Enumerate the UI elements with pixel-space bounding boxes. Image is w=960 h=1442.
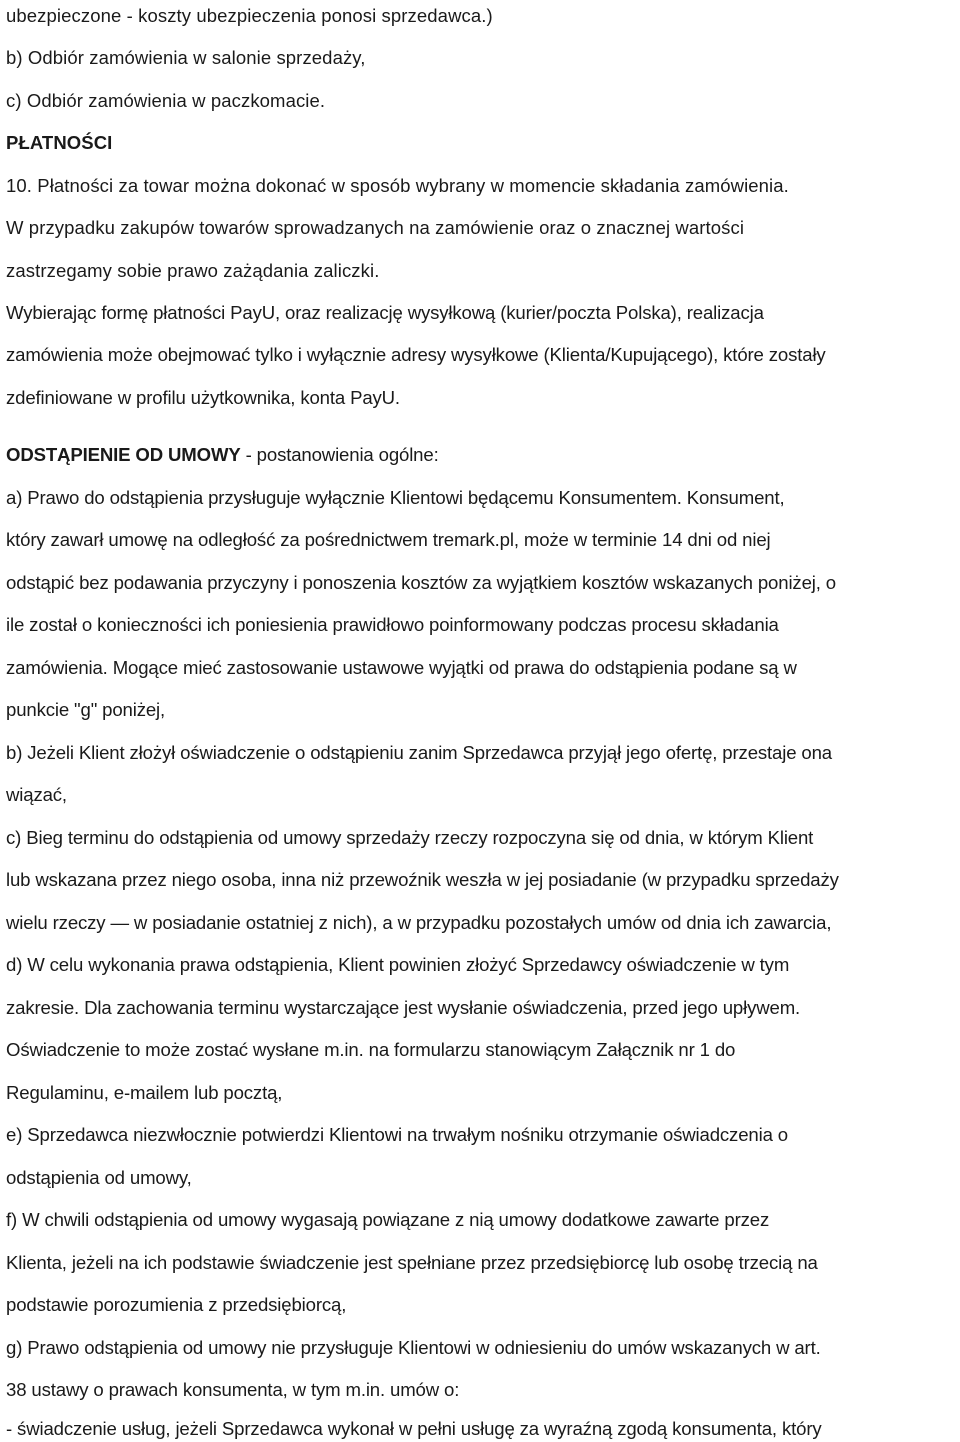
text-line: podstawie porozumienia z przedsiębiorcą, [6,1294,347,1315]
text-line: f) W chwili odstąpienia od umowy wygasają powiązane z nią umowy dodatkowe zawarte przez [6,1209,770,1230]
text-line: 38 ustawy o prawach konsumenta, w tym m.in. umów o: [6,1379,460,1400]
text-line: - świadczenie usług, jeżeli Sprzedawca wykonał w pełni usługę za wyraźną zgodą konsumenta, który [6,1418,822,1439]
withdrawal-heading-line [6,443,439,467]
text-line: wiązać, [6,784,67,805]
text-line: Regulaminu, e-mailem lub pocztą, [6,1082,283,1103]
text-line: zdefiniowane w profilu użytkownika, konta PayU. [6,387,400,408]
text-line: b) Odbiór zamówienia w salonie sprzedaży, [6,47,366,68]
text-line: punkcie "g" poniżej, [6,699,166,720]
text-line: odstąpienia od umowy, [6,1167,192,1188]
text-line: Klienta, jeżeli na ich podstawie świadczenie jest spełniane przez przedsiębiorcę lub osobę trzecią na [6,1252,818,1273]
text-line: który zawarł umowę na odległość za pośrednictwem tremark.pl, może w terminie 14 dni od niej [6,529,771,550]
text-line: g) Prawo odstąpienia od umowy nie przysługuje Klientowi w odniesieniu do umów wskazanych w art. [6,1337,821,1358]
section-heading-withdrawal: ODSTĄPIENIE OD UMOWY [6,444,241,465]
text-line: b) Jeżeli Klient złożył oświadczenie o odstąpieniu zanim Sprzedawca przyjął jego ofertę, przestaje ona [6,742,832,763]
text-line: zastrzegamy sobie prawo zażądania zaliczki. [6,260,380,281]
text-line: a) Prawo do odstąpienia przysługuje wyłącznie Klientowi będącemu Konsumentem. Konsument, [6,487,785,508]
text-line: zamówienia może obejmować tylko i wyłącznie adresy wysyłkowe (Klienta/Kupującego), które zostały [6,344,826,365]
text-line: c) Bieg terminu do odstąpienia od umowy sprzedaży rzeczy rozpoczyna się od dnia, w którym Klient [6,827,814,848]
text-line: Wybierając formę płatności PayU, oraz realizację wysyłkową (kurier/poczta Polska), realizacja [6,302,764,323]
text-line: e) Sprzedawca niezwłocznie potwierdzi Klientowi na trwałym nośniku otrzymanie oświadczenia o [6,1124,788,1145]
text-line: zamówienia. Mogące mieć zastosowanie ustawowe wyjątki od prawa do odstąpienia podane są w [6,657,797,678]
text-line: lub wskazana przez niego osoba, inna niż przewoźnik weszła w jej posiadanie (w przypadku sprzedaży [6,869,839,890]
section-heading-payments: PŁATNOŚCI [6,132,113,153]
text-line: wielu rzeczy — w posiadanie ostatniej z nich), a w przypadku pozostałych umów od dnia ich zawarcia, [6,912,832,933]
text-line: ubezpieczone - koszty ubezpieczenia ponosi sprzedawca.) [6,5,493,26]
text-line: d) W celu wykonania prawa odstąpienia, Klient powinien złożyć Sprzedawcy oświadczenie w tym [6,954,790,975]
text-line: 10. Płatności za towar można dokonać w sposób wybrany w momencie składania zamówienia. [6,175,789,196]
text-line: W przypadku zakupów towarów sprowadzanych na zamówienie oraz o znacznej wartości [6,217,745,238]
text-line: Oświadczenie to może zostać wysłane m.in. na formularzu stanowiącym Załącznik nr 1 do [6,1039,736,1060]
text-line: zakresie. Dla zachowania terminu wystarczające jest wysłanie oświadczenia, przed jego upływem. [6,997,801,1018]
text-line: c) Odbiór zamówienia w paczkomacie. [6,90,326,111]
section-heading-suffix: - postanowienia ogólne: [240,444,439,465]
text-line: ile został o konieczności ich poniesienia prawidłowo poinformowany podczas procesu składania [6,614,779,635]
text-line: odstąpić bez podawania przyczyny i ponoszenia kosztów za wyjątkiem kosztów wskazanych poniżej, o [6,572,836,593]
